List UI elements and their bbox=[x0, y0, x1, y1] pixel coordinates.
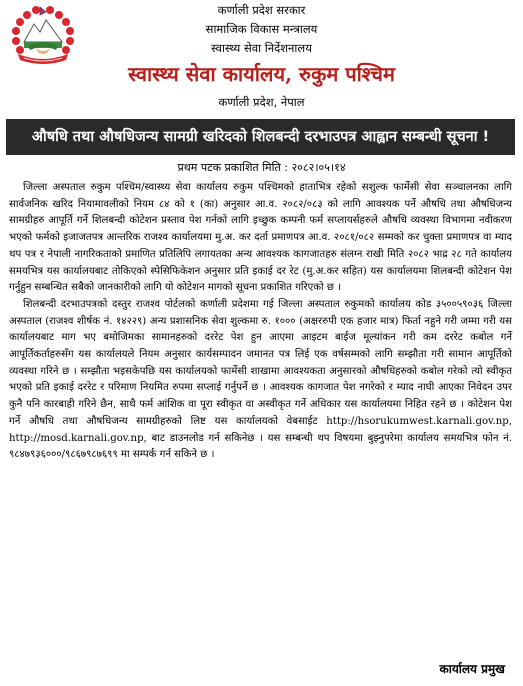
header-location: कर्णाली प्रदेश, नेपाल bbox=[218, 95, 305, 109]
header-directorate: स्वास्थ्य सेवा निर्देशनालय bbox=[211, 41, 312, 55]
signature-office-chief: कार्यालय प्रमुख bbox=[439, 662, 505, 676]
header-province-government: कर्णाली प्रदेश सरकार bbox=[217, 3, 306, 17]
notice-paragraph: जिल्ला अस्पताल रुकुम पश्चिम/स्वास्थ्य सेवा कार्यालय रुकुम पश्चिमको हाताभित्र रहेको सशुल्क फार्मेसी सेवा सञ्चालनका लागि सार्वजनिक खरिद नियामावलीको नियम ८४ को १ (का) अनुसार आ.व. २०८२/०८३ को लागि आवश्यक पर्ने औषधि तथा औषधिजन्य सामग्रीहरु आपूर्ति गर्ने शिलबन्दी कोटेशन प्रस्ताव पेश गर्नको लागि इच्छुक कम्पनी फर्म सप्लायर्सहरुले औषधि व्यवस्था विभागमा नवीकरण भएको फर्मको इजाजतपत्र आन्तरिक राजश्व कार्यालयमा मु.अ. कर दर्ता प्रमाणपत्र आ.व. २०८१/०८२ सम्मको कर चुक्ता प्रमाणपत्र वा म्याद थप पत्र र नेपाली नागरिकताको प्रमाणित प्रतिलिपि लगायतका अन्य आवश्यक कागजातहरु संलग्न राखी मिति २०८२ भाद्र २८ गते कार्यालय समयभित्र यस कार्यालयबाट तोकिएको स्पेसिफिकेशन अनुसार प्रति इकाई दर रेट (मु.अ.कर सहित) यस कार्यालयमा शिलबन्दी कोटेशन पेश गर्नुहुन सम्बन्धित सबैको जानकारीको लागि यो कोटेशन मागको सूचना प्रकाशित गरिएको छ । bbox=[9, 182, 512, 294]
notice-title-banner: औषधि तथा औषधिजन्य सामग्री खरिदको शिलबन्दी दरभाउपत्र आह्वान सम्बन्धी सूचना ! bbox=[6, 119, 515, 155]
notice-paragraph: शिलबन्दी दरभाउपत्रको दस्तुर राजश्व पोर्टलको कर्णाली प्रदेशमा गई जिल्ला अस्पताल रुकुमको कार्यालय कोड ३५००५९०३६ जिल्ला अस्पताल (राजश्व शीर्षक नं. १४२२९) अन्य प्रशासनिक सेवा शुल्कमा रु. १००० (अक्षररुपी एक हजार मात्र) फिर्ता नहुने गरी जम्मा गरी यस कार्यालयबाट माग भए बमोजिमका सामानहरुको दररेट पेश हुन आएमा आइटम बाईज मूल्यांकन गरी कम दररेट कबोल गर्ने आपूर्तिकर्ताहरुसँग यस कार्यालयले नियम अनुसार कार्यसम्पादन जमानत पत्र लिई एक वर्षसम्मको लागि सम्झौता गरी सामान आपूर्तिको व्यवस्था गरिने छ । सम्झौता भइसकेपछि यस कार्यालयको फार्मेसी शाखामा आवश्यकता अनुसारको औषधिहरुको कबोल गरेको त्यो स्वीकृत भएको प्रति इकाई दररेट र परिमाण नियमित रुपमा सप्लाई गर्नुपर्ने छ । आवश्यक कागजात पेश नगरेको र म्याद नाघी आएका निवेदन उपर कुनै पनि कारबाही गरिने छैन, साथै फर्म आंशिक वा पूरा स्वीकृत वा अस्वीकृत गर्ने अधिकार यस कार्यालयमा निहित रहने छ । कोटेशन पेश गर्ने औषधि तथा औषधिजन्य सामग्रीहरुको लिष्ट यस कार्यालयको वेबसाईट http://hsorukumwest.karnali.gov.np, http://mosd.karnali.gov.np, बाट डाउनलोड गर्न सकिनेछ । यस सम्बन्धी थप विषयमा बुझ्नुपरेमा कार्यालय समयभित्र फोन नं. ९८४७९३६०००/९८६७९८७६९९ मा सम्पर्क गर्न सकिने छ । bbox=[9, 298, 512, 461]
office-title: स्वास्थ्य सेवा कार्यालय, रुकुम पश्चिम bbox=[128, 62, 395, 86]
notice-body bbox=[9, 180, 512, 464]
header-ministry: सामाजिक विकास मन्त्रालय bbox=[205, 22, 318, 36]
publish-date-line: प्रथम पटक प्रकाशित मिति : २०८२।०५।१४ bbox=[177, 161, 346, 174]
